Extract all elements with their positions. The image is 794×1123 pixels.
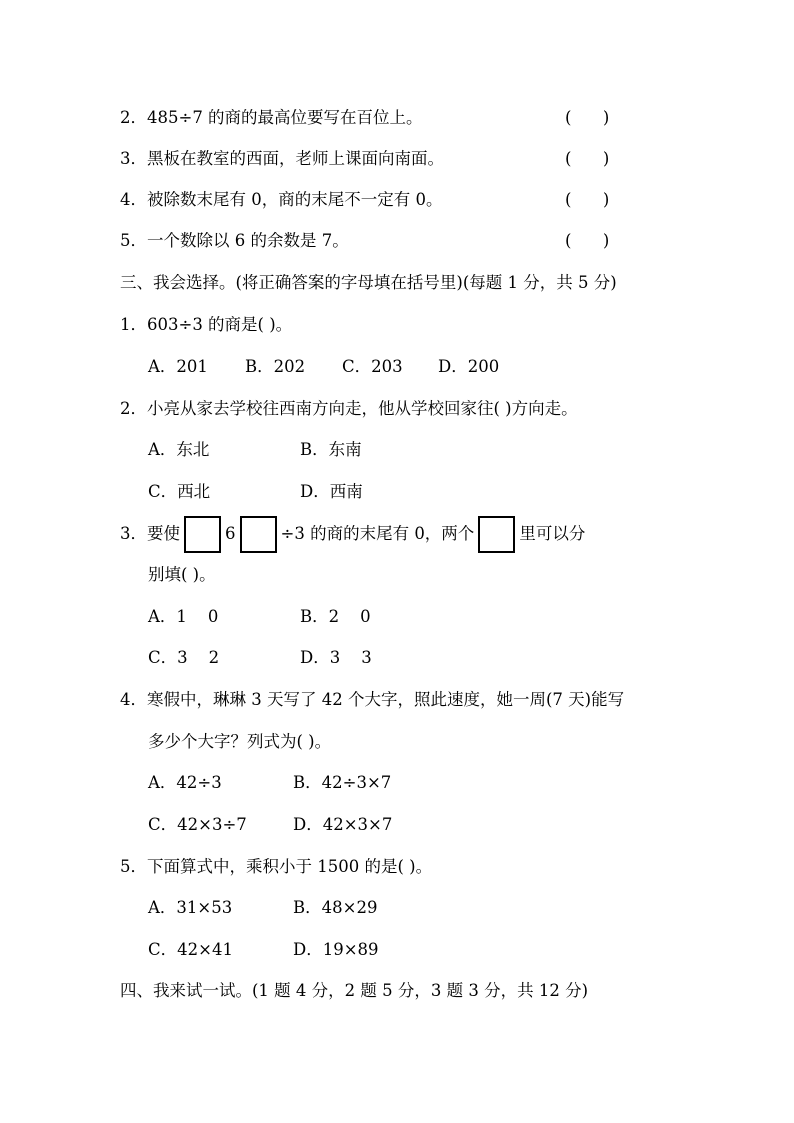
section-heading: 四、我来试一试。(1 题 4 分，2 题 5 分，3 题 3 分，共 12 分) — [120, 981, 589, 1000]
section-heading: 三、我会选择。(将正确答案的字母填在括号里)(每题 1 分，共 5 分) — [120, 273, 617, 292]
option-b[interactable]: B．2 0 — [300, 607, 371, 626]
option-c[interactable]: C．3 2 — [148, 648, 220, 667]
question-2-stem: 2．小亮从家去学校往西南方向走，他从学校回家往( )方向走。 — [120, 399, 578, 418]
question-1-stem: 1．603÷3 的商是( )。 — [120, 315, 293, 334]
answer-paren[interactable]: ( ) — [565, 108, 610, 127]
blank-box[interactable] — [478, 516, 515, 553]
option-b[interactable]: B．202 — [245, 357, 306, 376]
q3-text-part1: 3．要使 — [120, 524, 180, 543]
q3-text-part2: 6 — [225, 524, 236, 543]
option-c[interactable]: C．42×3÷7 — [148, 815, 247, 834]
option-b[interactable]: B．48×29 — [293, 898, 378, 917]
q3-text-part4: 里可以分 — [519, 524, 586, 543]
option-d[interactable]: D．19×89 — [293, 940, 379, 959]
option-d[interactable]: D．3 3 — [300, 648, 372, 667]
question-4-line2: 多少个大字？列式为( )。 — [148, 732, 332, 751]
question-5-stem: 5．下面算式中，乘积小于 1500 的是( )。 — [120, 857, 433, 876]
option-c[interactable]: C．42×41 — [148, 940, 233, 959]
judge-item-5: 5．一个数除以 6 的余数是 7。 — [120, 231, 349, 250]
judge-item-4: 4．被除数末尾有 0，商的末尾不一定有 0。 — [120, 190, 443, 209]
option-a[interactable]: A．201 — [148, 357, 208, 376]
q3-text-part3: ÷3 的商的末尾有 0，两个 — [280, 524, 475, 543]
option-a[interactable]: A．1 0 — [148, 607, 219, 626]
option-d[interactable]: D．42×3×7 — [293, 815, 393, 834]
option-c[interactable]: C．西北 — [148, 482, 211, 501]
option-d[interactable]: D．西南 — [300, 482, 363, 501]
option-a[interactable]: A．31×53 — [148, 898, 233, 917]
answer-paren[interactable]: ( ) — [565, 149, 610, 168]
option-d[interactable]: D．200 — [438, 357, 500, 376]
option-a[interactable]: A．42÷3 — [148, 773, 222, 792]
judge-item-3: 3．黑板在教室的西面，老师上课面向南面。 — [120, 149, 444, 168]
question-4-line1: 4．寒假中，琳琳 3 天写了 42 个大字，照此速度，她一周(7 天)能写 — [120, 690, 625, 709]
judge-item-2: 2．485÷7 的商的最高位要写在百位上。 — [120, 108, 423, 127]
blank-box[interactable] — [184, 516, 221, 553]
question-3-stem — [120, 512, 585, 556]
option-c[interactable]: C．203 — [342, 357, 403, 376]
option-b[interactable]: B．42÷3×7 — [293, 773, 392, 792]
question-3-line2: 别填( )。 — [148, 565, 216, 584]
blank-box[interactable] — [240, 516, 277, 553]
option-b[interactable]: B．东南 — [300, 440, 362, 459]
option-a[interactable]: A．东北 — [148, 440, 210, 459]
answer-paren[interactable]: ( ) — [565, 231, 610, 250]
answer-paren[interactable]: ( ) — [565, 190, 610, 209]
